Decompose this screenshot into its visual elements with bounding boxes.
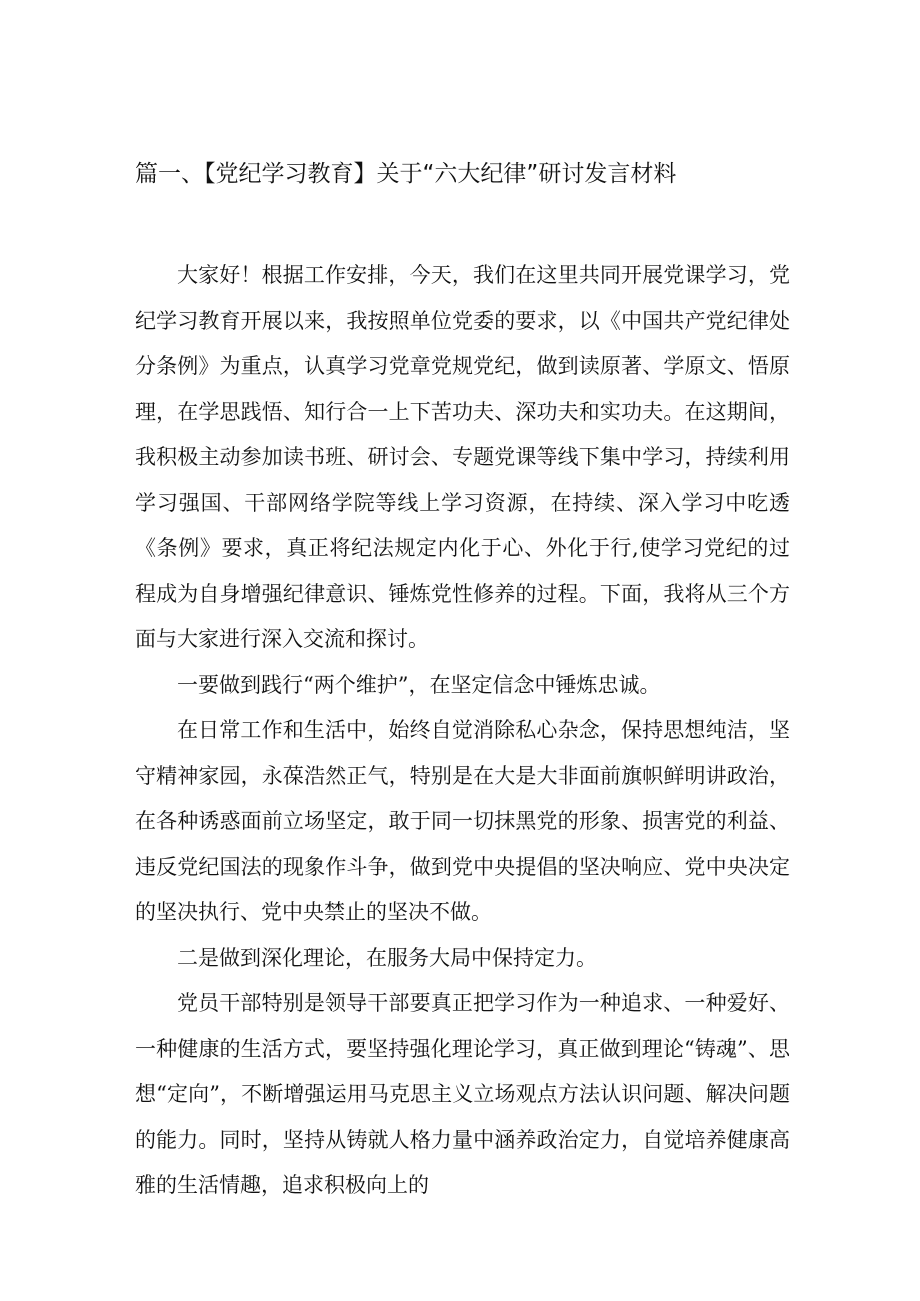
- paragraph-heading-one: 一要做到践行“两个维护”，在坚定信念中锤炼忠诚。: [177, 672, 661, 697]
- paragraph-loyalty: 在日常工作和生活中，始终自觉消除私心杂念，保持思想纯洁，坚守精神家园，永葆浩然正气，特别是在大是大非面前旗帜鲜明讲政治，在各种诱惑面前立场坚定，敢于同一切抹黑党的形象、损害党的利益、违反党纪国法的现象作斗争，做到党中央提倡的坚决响应、党中央决定的坚决执行、党中央禁止的坚决不做。: [135, 718, 790, 924]
- document-body: [135, 253, 790, 1209]
- document-title: 篇一、【党纪学习教育】关于“六大纪律”研讨发言材料: [135, 161, 677, 187]
- paragraph-intro: 大家好！根据工作安排，今天，我们在这里共同开展党课学习，党纪学习教育开展以来，我按照单位党委的要求，以《中国共产党纪律处分条例》为重点，认真学习党章党规党纪，做到读原著、学原文、悟原理，在学思践悟、知行合一上下苦功夫、深功夫和实功夫。在这期间，我积极主动参加读书班、研讨会、专题党课等线下集中学习，持续利用学习强国、干部网络学院等线上学习资源，在持续、深入学习中吃透《条例》要求，真正将纪法规定内化于心、外化于行,使学习党纪的过程成为自身增强纪律意识、锤炼党性修养的过程。下面，我将从三个方面与大家进行深入交流和探讨。: [135, 263, 790, 651]
- paragraph-heading-two: 二是做到深化理论，在服务大局中保持定力。: [177, 945, 597, 970]
- paragraph-theory: 党员干部特别是领导干部要真正把学习作为一种追求、一种爱好、一种健康的生活方式，要坚持强化理论学习，真正做到理论“铸魂”、思想“定向”，不断增强运用马克思主义立场观点方法认识问题、解决问题的能力。同时，坚持从铸就人格力量中涵养政治定力，自觉培养健康高雅的生活情趣，追求积极向上的: [135, 991, 790, 1197]
